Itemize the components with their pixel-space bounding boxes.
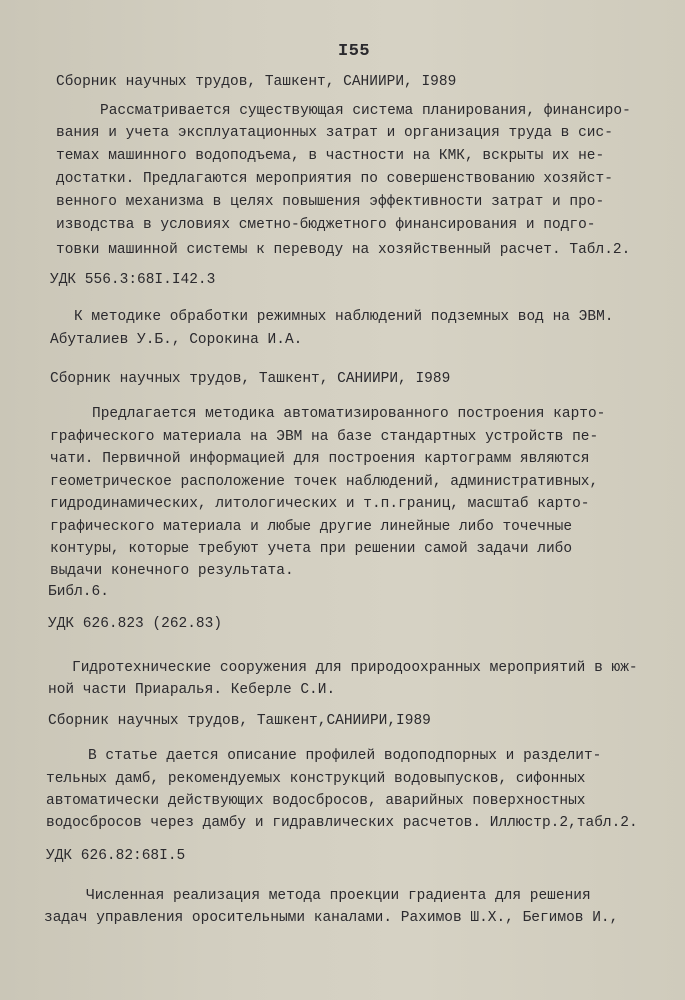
udk-code: УДК 626.823 (262.83)	[48, 616, 223, 632]
entry-title: задач управления оросительными каналами. Рахимов Ш.Х., Бегимов И.,	[44, 910, 619, 926]
bibliography-note: Библ.6.	[48, 584, 109, 600]
abstract-line: Рассматривается существующая система планирования, финансиро-	[100, 103, 631, 119]
abstract-line: автоматически действующих водосбросов, аварийных поверхностных	[46, 793, 586, 809]
abstract-line: графического материала на ЭВМ на базе стандартных устройств пе-	[50, 429, 599, 445]
abstract-line: достатки. Предлагаются мероприятия по совершенствованию хозяйст-	[56, 171, 613, 187]
entry-title: ной части Приаралья. Кеберле С.И.	[48, 682, 336, 698]
entry-title: Гидротехнические сооружения для природоохранных мероприятий в юж-	[72, 660, 638, 676]
abstract-line: графического материала и любые другие линейные либо точечные	[50, 519, 573, 535]
abstract-line: гидродинамических, литологических и т.п.границ, масштаб карто-	[50, 496, 590, 512]
abstract-line: В статье дается описание профилей водоподпорных и разделит-	[88, 748, 602, 764]
abstract-line: венного механизма в целях повышения эффективности затрат и про-	[56, 194, 605, 210]
entry-source: Сборник научных трудов, Ташкент, САНИИРИ, I989	[50, 371, 451, 387]
entry-title: Численная реализация метода проекции градиента для решения	[86, 888, 591, 904]
abstract-line: водосбросов через дамбу и гидравлических расчетов. Иллюстр.2,табл.2.	[46, 815, 638, 831]
entry-authors: Абуталиев У.Б., Сорокина И.А.	[50, 332, 303, 348]
entry-title: К методике обработки режимных наблюдений подземных вод на ЭВМ.	[74, 309, 614, 325]
abstract-line: выдачи конечного результата.	[50, 563, 294, 579]
abstract-line: товки машинной системы к переводу на хозяйственный расчет. Табл.2.	[56, 242, 631, 258]
abstract-line: чати. Первичной информацией для построения картограмм являются	[50, 451, 590, 467]
abstract-line: темах машинного водоподъема, в частности на КМК, вскрыты их не-	[56, 148, 605, 164]
abstract-line: вания и учета эксплуатационных затрат и организация труда в сис-	[56, 125, 613, 141]
udk-code: УДК 626.82:68I.5	[46, 848, 186, 864]
page-number: I55	[338, 42, 371, 61]
abstract-line: геометрическое расположение точек наблюдений, административных,	[50, 474, 599, 490]
abstract-line: тельных дамб, рекомендуемых конструкций водовыпусков, сифонных	[46, 771, 586, 787]
entry-source: Сборник научных трудов, Ташкент,САНИИРИ,I989	[48, 713, 431, 729]
abstract-line: изводства в условиях сметно-бюджетного финансирования и подго-	[56, 217, 596, 233]
abstract-line: контуры, которые требуют учета при решении самой задачи либо	[50, 541, 573, 557]
entry-source: Сборник научных трудов, Ташкент, САНИИРИ, I989	[56, 74, 457, 90]
udk-code: УДК 556.3:68I.I42.3	[50, 272, 216, 288]
abstract-line: Предлагается методика автоматизированного построения карто-	[92, 406, 606, 422]
